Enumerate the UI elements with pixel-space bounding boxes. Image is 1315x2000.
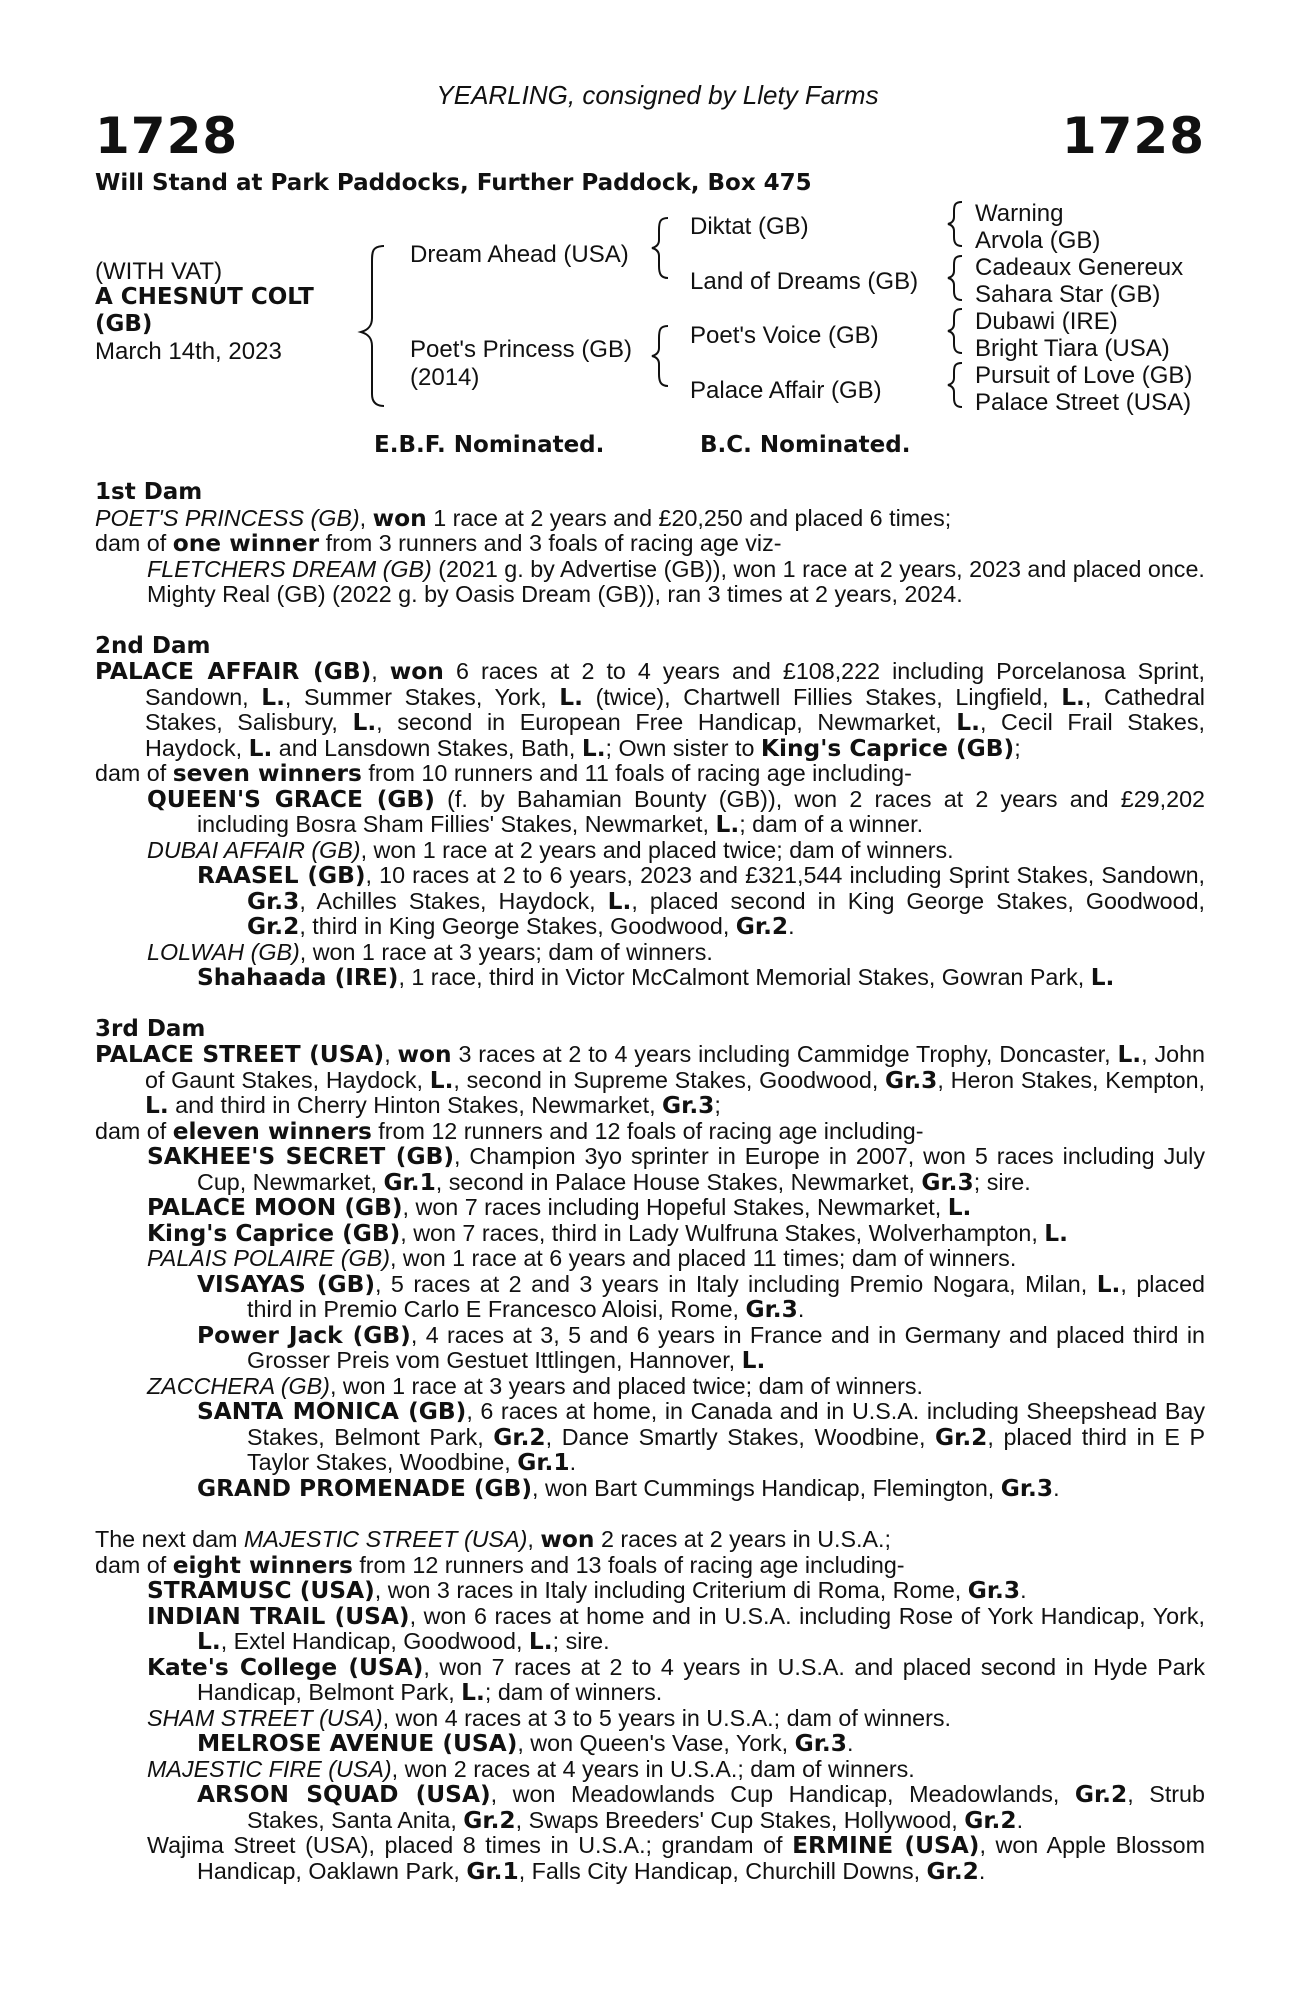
text: , Heron Stakes, Kempton, — [937, 1066, 1205, 1093]
dam-of-dam: Palace Affair (GB) — [690, 377, 882, 404]
text: dam of — [95, 760, 173, 786]
italic-name: FLETCHERS DREAM (GB) — [147, 555, 432, 582]
bold-text: eleven winners — [172, 1117, 372, 1145]
bold-text: SAKHEE'S SECRET (GB) — [147, 1143, 454, 1170]
bold-text: L. — [197, 1628, 221, 1655]
text: dam of — [95, 530, 173, 556]
bold-text: L. — [429, 1066, 454, 1094]
bold-text: INDIAN TRAIL (USA) — [147, 1602, 410, 1630]
bold-text: Gr.2 — [964, 1806, 1017, 1834]
text: . — [569, 1449, 577, 1475]
progeny-entry — [95, 1757, 1205, 1783]
progeny-entry — [95, 1655, 1205, 1706]
text: 6 races at 2 to 4 years and £108,222 including Porcelanosa Sprint, Sandown, — [145, 658, 1205, 710]
bold-text: PALACE MOON (GB) — [147, 1194, 403, 1221]
progeny-entry — [95, 1578, 1205, 1604]
ancestor-4: Sahara Star (GB) — [975, 281, 1161, 308]
progeny-entry — [95, 506, 1205, 532]
bold-text: Gr.2 — [935, 1423, 988, 1451]
bold-text: SANTA MONICA (GB) — [197, 1398, 467, 1425]
text: , placed second in King George Stakes, Goodwood, — [631, 887, 1205, 914]
progeny-entry — [95, 659, 1205, 761]
text: ; Own sister to — [605, 734, 761, 761]
text: , won 4 races at 3 to 5 years in U.S.A.; dam of winners. — [382, 1704, 952, 1731]
italic-name: ZACCHERA (GB) — [147, 1372, 330, 1399]
bold-text: Gr.3 — [1000, 1474, 1054, 1502]
italic-name: MAJESTIC FIRE (USA) — [147, 1755, 392, 1782]
progeny-entry — [95, 965, 1205, 991]
text: , third in King George Stakes, Goodwood, — [299, 913, 736, 939]
bold-text: L. — [1061, 683, 1085, 711]
text: , 5 races at 2 and 3 years in Italy including Premio Nogara, Milan, — [375, 1270, 1097, 1297]
ebf-nomination: E.B.F. Nominated. — [374, 432, 605, 458]
bold-text: GRAND PROMENADE (GB) — [197, 1474, 533, 1502]
text: , won Meadowlands Cup Handicap, Meadowlands, — [490, 1781, 1075, 1807]
text: Wajima Street (USA), placed 8 times in U.S.A.; grandam of — [147, 1832, 793, 1858]
bold-text: PALACE AFFAIR (GB) — [95, 658, 372, 685]
italic-name: SHAM STREET (USA) — [147, 1704, 383, 1731]
bold-text: L. — [461, 1679, 485, 1706]
progeny-entry — [95, 1782, 1205, 1833]
text: , won 1 race at 3 years and placed twice; dam of winners. — [329, 1372, 924, 1399]
text: ; — [714, 1092, 721, 1118]
bold-text: L. — [947, 1194, 972, 1221]
bold-text: Gr.2 — [463, 1806, 516, 1834]
bold-text: L. — [581, 734, 606, 762]
progeny-entry — [95, 787, 1205, 838]
text: , Summer Stakes, York, — [284, 683, 560, 710]
bold-text: Gr.2 — [735, 913, 789, 940]
text: dam of — [95, 1551, 173, 1578]
text: , 4 races at 3, 5 and 6 years in France and in Germany and placed third in Grosser Preis vom Gestuet Ittlingen, Hannover, — [247, 1321, 1205, 1373]
progeny-entry — [95, 1527, 1205, 1553]
dam-section — [95, 1017, 1205, 1502]
text: , won 7 races at 2 to 4 years in U.S.A. and placed second in Hyde Park Handicap, Belmont Park, — [197, 1653, 1205, 1705]
text: , John of Gaunt Stakes, Haydock, — [145, 1041, 1205, 1093]
progeny-entry — [95, 838, 1205, 864]
text: , won Apple Blossom Handicap, Oaklawn Park, — [197, 1832, 1206, 1884]
text: . — [846, 1730, 854, 1756]
bold-text: L. — [248, 734, 273, 762]
foaling-date: March 14th, 2023 — [95, 338, 282, 365]
text: and third in Cherry Hinton Stakes, Newmarket, — [168, 1092, 663, 1118]
progeny-entry — [95, 863, 1205, 940]
text: . — [797, 1296, 805, 1322]
bold-text: QUEEN'S GRACE (GB) — [147, 785, 435, 813]
sire-of-dam: Poet's Voice (GB) — [690, 322, 879, 349]
lot-number-right: 1728 — [1061, 107, 1205, 165]
text: , — [371, 658, 390, 684]
ancestor-8: Palace Street (USA) — [975, 389, 1192, 416]
bold-text: Gr.3 — [885, 1066, 938, 1094]
bold-text: Gr.1 — [517, 1449, 570, 1476]
italic-name: MAJESTIC STREET (USA) — [243, 1526, 528, 1552]
text: Mighty Real (GB) (2022 g. by Oasis Dream (GB)), ran 3 times at 2 years, 2024. — [147, 581, 963, 607]
progeny-entry — [95, 1553, 1205, 1579]
bold-text: won — [372, 504, 427, 532]
bold-text: L. — [741, 1347, 766, 1374]
text: . — [1053, 1474, 1060, 1501]
bold-text: STRAMUSC (USA) — [147, 1577, 375, 1604]
progeny-entry — [95, 1144, 1205, 1195]
text: , second in European Free Handicap, Newmarket, — [376, 709, 957, 735]
progeny-entry — [95, 1399, 1205, 1476]
text: ; — [1014, 734, 1021, 761]
text: , — [359, 504, 373, 531]
dam-year: (2014) — [410, 364, 480, 391]
text: , Falls City Handicap, Churchill Downs, — [518, 1857, 927, 1884]
bold-text: L. — [1044, 1219, 1068, 1247]
ancestor-1: Warning — [975, 200, 1064, 227]
progeny-entry — [95, 1476, 1205, 1502]
bold-text: Gr.3 — [662, 1092, 715, 1119]
bold-text: King's Caprice (GB) — [147, 1219, 401, 1247]
progeny-entry — [95, 1833, 1205, 1884]
text: The next dam — [95, 1526, 244, 1552]
ancestor-2: Arvola (GB) — [975, 227, 1101, 254]
bold-text: Gr.3 — [967, 1577, 1021, 1604]
bold-text: won — [397, 1041, 452, 1068]
text: , 10 races at 2 to 6 years, 2023 and £321,544 including Sprint Stakes, Sandown, — [365, 862, 1205, 888]
text: from 12 runners and 12 foals of racing age including- — [371, 1117, 924, 1144]
bold-text: won — [540, 1526, 595, 1553]
bold-text: L. — [1096, 1270, 1121, 1298]
progeny-entry — [95, 1042, 1205, 1119]
bold-text: Gr.1 — [383, 1168, 436, 1196]
text: , Cecil Frail Stakes, Haydock, — [145, 709, 1206, 761]
italic-name: DUBAI AFFAIR (GB) — [147, 836, 361, 863]
progeny-entry — [95, 531, 1205, 557]
ancestor-5: Dubawi (IRE) — [975, 308, 1118, 335]
text: (2021 g. by Advertise (GB)), won 1 race at 2 years, 2023 and placed once. — [431, 555, 1205, 582]
text: , won 7 races including Hopeful Stakes, Newmarket, — [402, 1194, 948, 1220]
text: , — [527, 1526, 541, 1552]
progeny-entry — [95, 1604, 1205, 1655]
bold-text: L. — [956, 709, 980, 736]
text: (twice), Chartwell Fillies Stakes, Lingfield, — [583, 683, 1062, 710]
section-heading: 1st Dam — [95, 479, 203, 505]
bold-text: Gr.3 — [247, 887, 300, 915]
text: (f. by Bahamian Bounty (GB)), won 2 races at 2 years and £29,202 including Bosra Sham Fillies' Stakes, Newmarket, — [197, 785, 1205, 837]
text: . — [1020, 1577, 1027, 1603]
stand-location: Will Stand at Park Paddocks, Further Paddock, Box 475 — [95, 170, 812, 196]
ancestor-3: Cadeaux Genereux — [975, 254, 1184, 281]
horse-description: A CHESNUT COLT — [95, 284, 314, 310]
italic-name: LOLWAH (GB) — [147, 938, 300, 965]
bold-text: Gr.2 — [493, 1423, 546, 1451]
text: from 12 runners and 13 foals of racing age including- — [352, 1551, 905, 1578]
text: , won Bart Cummings Handicap, Flemington, — [532, 1474, 1001, 1501]
bold-text: Gr.2 — [247, 913, 300, 940]
bold-text: L. — [559, 683, 583, 711]
bold-text: eight winners — [172, 1551, 353, 1579]
text: ; sire. — [552, 1628, 610, 1654]
text: , 6 races at home, in Canada and in U.S.A. including Sheepshead Bay Stakes, Belmont Park, — [247, 1398, 1205, 1450]
bold-text: L. — [528, 1628, 553, 1655]
section-heading: 3rd Dam — [95, 1015, 206, 1042]
progeny-entry — [95, 1706, 1205, 1732]
dam-section — [95, 480, 1205, 608]
progeny-entry — [95, 1323, 1205, 1374]
dam: Poet's Princess (GB) — [410, 336, 632, 363]
text: , won 1 race at 3 years; dam of winners. — [299, 938, 713, 965]
sire-of-sire: Diktat (GB) — [690, 213, 809, 240]
progeny-entry — [95, 582, 1205, 608]
ancestor-6: Bright Tiara (USA) — [975, 335, 1170, 362]
text: , Achilles Stakes, Haydock, — [299, 887, 608, 914]
progeny-entry — [95, 940, 1205, 966]
progeny-entry — [95, 1221, 1205, 1247]
bold-text: Shahaada (IRE) — [197, 964, 399, 991]
text: , Dance Smartly Stakes, Woodbine, — [545, 1423, 936, 1450]
bold-text: Gr.2 — [926, 1857, 979, 1885]
text: ; dam of a winner. — [739, 811, 924, 837]
text: 2 races at 2 years in U.S.A.; — [594, 1526, 891, 1552]
text: ; dam of winners. — [484, 1679, 663, 1705]
progeny-entry — [95, 1731, 1205, 1757]
bold-text: seven winners — [172, 760, 362, 787]
progeny-entry — [95, 557, 1205, 583]
bold-text: RAASEL (GB) — [197, 862, 366, 889]
bold-text: L. — [352, 709, 377, 736]
text: dam of — [95, 1117, 173, 1144]
text: , won Queen's Vase, York, — [517, 1730, 795, 1756]
text: and Lansdown Stakes, Bath, — [272, 734, 582, 761]
bold-text: Gr.2 — [1074, 1781, 1128, 1808]
bold-text: ARSON SQUAD (USA) — [197, 1781, 491, 1808]
bold-text: L. — [607, 887, 632, 915]
progeny-entry — [95, 1119, 1205, 1145]
bold-text: L. — [1117, 1041, 1142, 1068]
text: , won 1 race at 6 years and placed 11 times; dam of winners. — [389, 1245, 1017, 1271]
section-heading: 2nd Dam — [95, 632, 211, 659]
bold-text: L. — [715, 811, 740, 838]
progeny-entry — [95, 1272, 1205, 1323]
text: ; sire. — [973, 1168, 1031, 1195]
text: , Champion 3yo sprinter in Europe in 2007, won 5 races including July Cup, Newmarket, — [197, 1143, 1205, 1195]
bold-text: ERMINE (USA) — [792, 1832, 980, 1859]
text: , Extel Handicap, Goodwood, — [220, 1628, 529, 1654]
text: , placed third in Premio Carlo E Francesco Aloisi, Rome, — [247, 1270, 1205, 1322]
bold-text: L. — [145, 1092, 169, 1119]
horse-origin: (GB) — [95, 311, 153, 337]
ancestor-7: Pursuit of Love (GB) — [975, 362, 1193, 389]
bold-text: MELROSE AVENUE (USA) — [197, 1730, 518, 1757]
text: . — [788, 913, 795, 939]
bold-text: Gr.3 — [794, 1730, 847, 1757]
consignor-subtitle: YEARLING, consigned by Llety Farms — [436, 80, 879, 110]
text: , won 2 races at 4 years in U.S.A.; dam of winners. — [391, 1755, 915, 1782]
text: , won 3 races in Italy including Criterium di Roma, Rome, — [374, 1577, 968, 1603]
produce-record — [95, 480, 1205, 1884]
italic-name: POET'S PRINCESS (GB) — [95, 504, 360, 531]
text: , won 1 race at 2 years and placed twice; dam of winners. — [360, 836, 954, 863]
dam-of-sire: Land of Dreams (GB) — [690, 268, 919, 295]
bold-text: King's Caprice (GB) — [760, 734, 1015, 762]
text: , Strub Stakes, Santa Anita, — [247, 1781, 1205, 1833]
bold-text: won — [389, 658, 444, 685]
text: , 1 race, third in Victor McCalmont Memorial Stakes, Gowran Park, — [398, 964, 1091, 990]
text: , won 7 races, third in Lady Wulfruna Stakes, Wolverhampton, — [400, 1219, 1045, 1246]
bold-text: Gr.3 — [745, 1296, 798, 1323]
bold-text: VISAYAS (GB) — [197, 1270, 375, 1298]
text: , Cathedral Stakes, Salisbury, — [145, 683, 1205, 735]
vat-note: (WITH VAT) — [95, 258, 223, 285]
text: . — [978, 1857, 986, 1884]
text: 1 race at 2 years and £20,250 and placed 6 times; — [426, 504, 952, 531]
progeny-entry — [95, 1195, 1205, 1221]
dam-section — [95, 634, 1205, 991]
bold-text: L. — [261, 683, 285, 711]
text: , — [384, 1041, 398, 1067]
bold-text: Kate's College (USA) — [147, 1653, 424, 1681]
bold-text: L. — [1090, 964, 1115, 991]
text: . — [1016, 1806, 1024, 1833]
bold-text: one winner — [172, 530, 320, 557]
bc-nomination: B.C. Nominated. — [700, 432, 911, 458]
bold-text: PALACE STREET (USA) — [95, 1041, 385, 1068]
italic-name: PALAIS POLAIRE (GB) — [147, 1245, 390, 1271]
text: , won 6 races at home and in U.S.A. including Rose of York Handicap, York, — [409, 1602, 1205, 1629]
text: from 3 runners and 3 foals of racing age viz- — [319, 530, 782, 556]
text: 3 races at 2 to 4 years including Cammidge Trophy, Doncaster, — [451, 1041, 1118, 1067]
text: , second in Supreme Stakes, Goodwood, — [453, 1066, 886, 1093]
progeny-entry — [95, 1374, 1205, 1400]
lot-number-left: 1728 — [95, 107, 239, 165]
text: , placed third in E P Taylor Stakes, Woodbine, — [247, 1423, 1205, 1475]
sire: Dream Ahead (USA) — [410, 241, 629, 268]
bold-text: Gr.3 — [921, 1168, 974, 1196]
progeny-entry — [95, 761, 1205, 787]
text: , Swaps Breeders' Cup Stakes, Hollywood, — [515, 1806, 965, 1833]
bold-text: Power Jack (GB) — [197, 1321, 411, 1349]
text: from 10 runners and 11 foals of racing age including- — [361, 760, 912, 786]
bold-text: Gr.1 — [466, 1857, 519, 1885]
text: , second in Palace House Stakes, Newmarket, — [435, 1168, 922, 1195]
dam-section — [95, 1527, 1205, 1884]
progeny-entry — [95, 1246, 1205, 1272]
